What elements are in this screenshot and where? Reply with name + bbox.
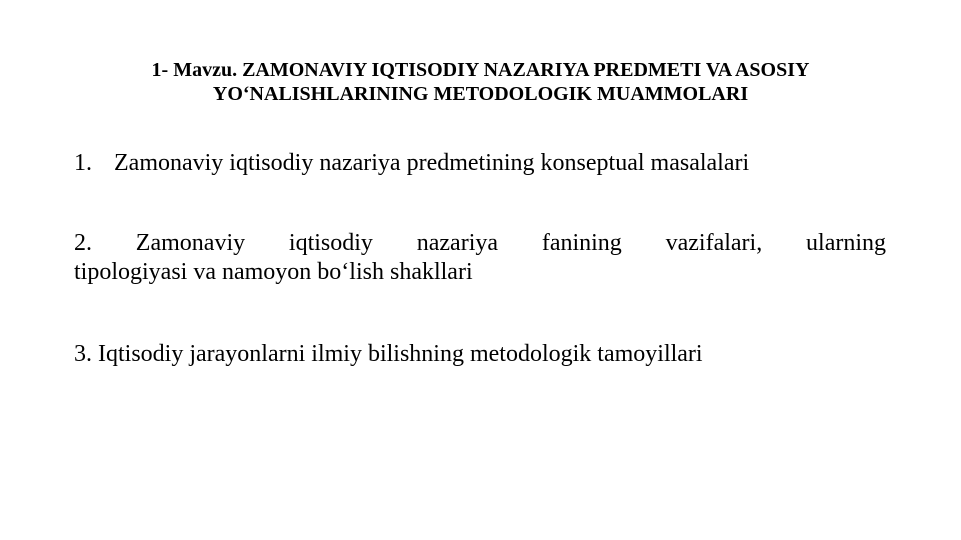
list-item-1 xyxy=(74,149,886,178)
list-item-2 xyxy=(74,229,886,287)
slide-title xyxy=(60,58,901,106)
title-line-1: 1- Mavzu. ZAMONAVIY IQTISODIY NAZARIYA PREDMETI VA ASOSIY xyxy=(151,59,810,81)
title-line-2: YO‘NALISHLARINING METODOLOGIK MUAMMOLARI xyxy=(212,83,749,105)
list-item-3 xyxy=(74,340,886,369)
list-item-1-number: 1. xyxy=(74,150,92,176)
list-item-2-line-2: tipologiyasi va namoyon bo‘lish shakllari xyxy=(74,259,473,285)
list-item-2-line-1: 2. Zamonaviy iqtisodiy nazariya fanining vazifalari, ularning xyxy=(74,230,886,256)
list-item-1-text: Zamonaviy iqtisodiy nazariya predmetining konseptual masalalari xyxy=(114,150,750,176)
list-item-3-text: 3. Iqtisodiy jarayonlarni ilmiy bilishning metodologik tamoyillari xyxy=(74,341,703,367)
